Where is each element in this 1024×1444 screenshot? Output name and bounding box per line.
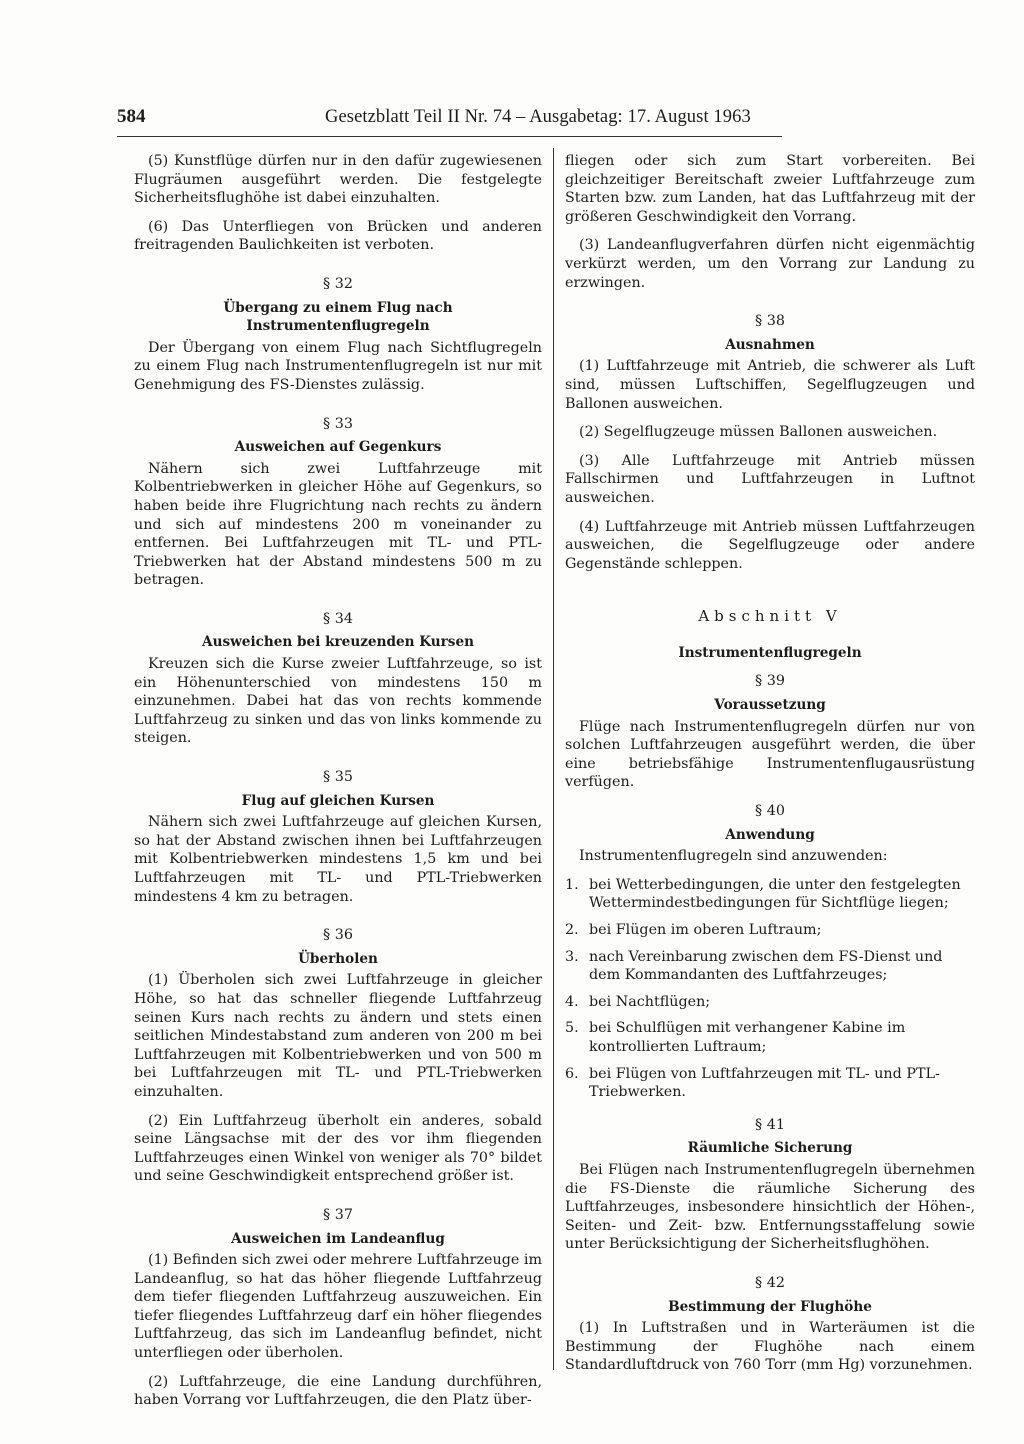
- column-divider: [553, 148, 554, 1370]
- chapter-label: Abschnitt V: [698, 607, 842, 626]
- section-35-title: Flug auf gleichen Kursen: [241, 792, 435, 809]
- section-38-paragraph-1: (1) Luftfahrzeuge mit Antrieb, die schwerer als Luft sind, müssen Luftschiffen, Segelflugzeugen und Ballonen ausweichen.: [565, 358, 975, 412]
- section-33-number: § 33: [323, 415, 353, 432]
- section-38-paragraph-2: (2) Segelflugzeuge müssen Ballonen ausweichen.: [579, 424, 938, 441]
- list-item-text: bei Flügen von Luftfahrzeugen mit TL- und PTL-Triebwerken.: [589, 1065, 940, 1101]
- list-item-number: 6.: [565, 1065, 579, 1082]
- left-column: [134, 152, 542, 1420]
- section-33-text: Nähern sich zwei Luftfahrzeuge mit Kolbentriebwerken in gleicher Höhe auf Gegenkurs, so haben beide ihre Flugrichtung nach rechts zu ändern und sich auf mindestens 200 m voneinander zu entfernen. Bei Luftfahrzeugen mit TL- und PTL-Triebwerken hat der Abstand mindestens 500 m zu betragen.: [134, 460, 542, 589]
- section-34-number: § 34: [323, 610, 353, 627]
- list-item: [565, 921, 975, 940]
- list-item-text: bei Flügen im oberen Luftraum;: [589, 922, 822, 938]
- list-item: [565, 948, 975, 985]
- section-37-paragraph-3: (3) Landeanflugverfahren dürfen nicht eigenmächtig verkürzt werden, um den Vorrang zur Landung zu erzwingen.: [565, 237, 975, 291]
- section-40-list: [565, 876, 975, 1102]
- section-37-title: Ausweichen im Landeanflug: [231, 1230, 445, 1247]
- list-item: [565, 1019, 975, 1056]
- section-32-number: § 32: [323, 275, 353, 292]
- section-38-number: § 38: [755, 313, 785, 330]
- list-item-text: nach Vereinbarung zwischen dem FS-Dienst und dem Kommandanten des Luftfahrzeuges;: [589, 948, 943, 984]
- page-number: 584: [117, 106, 146, 127]
- section-42-title: Bestimmung der Flughöhe: [668, 1298, 872, 1315]
- section-39-number: § 39: [755, 673, 785, 690]
- section-36-paragraph-1: (1) Überholen sich zwei Luftfahrzeuge in gleicher Höhe, so hat das schneller fliegende Luftfahrzeug seinen Kurs nach rechts zu ändern und stets einen seitlichen Mindestabstand zum anderen von 200 m bei Luftfahrzeugen mit Kolbentriebwerken und von 500 m bei Luftfahrzeugen mit TL- und PTL-Triebwerken einzuhalten.: [134, 972, 542, 1100]
- section-38-title: Ausnahmen: [725, 336, 815, 353]
- section-32-title: Übergang zu einem Flug nach Instrumentenflugregeln: [223, 299, 453, 335]
- list-item: [565, 876, 975, 913]
- section-40-intro: Instrumentenflugregeln sind anzuwenden:: [579, 848, 888, 865]
- list-item-number: 3.: [565, 948, 579, 965]
- section-34-text: Kreuzen sich die Kurse zweier Luftfahrzeuge, so ist ein Höhenunterschied von mindestens 150 m einzunehmen. Dabei hat das von rechts kommende Luftfahrzeug zu sinken und das von links kommende zu steigen.: [134, 656, 542, 747]
- chapter-title: Instrumentenflugregeln: [678, 644, 862, 661]
- right-column: [565, 152, 975, 1385]
- list-item-text: bei Nachtflügen;: [589, 993, 711, 1010]
- section-37-paragraph-2-continued: fliegen oder sich zum Start vorbereiten. Bei gleichzeitiger Bereitschaft zweier Luftfahrzeuge zum Starten bzw. zum Landen, hat das Luftfahrzeug mit der größeren Geschwindigkeit den Vorrang.: [565, 153, 975, 225]
- section-40-number: § 40: [755, 803, 785, 820]
- paragraph-31-6: (6) Das Unterfliegen von Brücken und anderen freitragenden Baulichkeiten ist verboten.: [134, 218, 542, 254]
- list-item-text: bei Wetterbedingungen, die unter den festgelegten Wettermindestbedingungen für Sichtflüge liegen;: [589, 876, 961, 912]
- section-39-title: Voraussetzung: [714, 697, 826, 714]
- list-item-text: bei Schulflügen mit verhangener Kabine im kontrollierten Luftraum;: [589, 1020, 906, 1055]
- list-item-number: 5.: [565, 1020, 579, 1037]
- section-37-paragraph-2-start: (2) Luftfahrzeuge, die eine Landung durchführen, haben Vorrang vor Luftfahrzeugen, die den Platz über-: [134, 1373, 542, 1409]
- list-item: [565, 1065, 975, 1102]
- section-36-number: § 36: [323, 927, 353, 944]
- section-32-text: Der Übergang von einem Flug nach Sichtflugregeln zu einem Flug nach Instrumentenflugregeln ist nur mit Genehmigung des FS-Dienstes zulässig.: [134, 339, 542, 393]
- section-35-number: § 35: [323, 769, 353, 786]
- running-head: Gesetzblatt Teil II Nr. 74 – Ausgabetag: 17. August 1963: [325, 107, 751, 127]
- section-38-paragraph-3: (3) Alle Luftfahrzeuge mit Antrieb müssen Fallschirmen und Luftfahrzeugen in Luftnot ausweichen.: [565, 452, 975, 506]
- header-rule: [117, 136, 782, 137]
- section-41-number: § 41: [755, 1116, 785, 1133]
- list-item-number: 4.: [565, 993, 579, 1010]
- section-42-number: § 42: [755, 1274, 785, 1291]
- section-35-text: Nähern sich zwei Luftfahrzeuge auf gleichen Kursen, so hat der Abstand zwischen ihnen bei Luftfahrzeugen mit Kolbentriebwerken mindestens 1,5 km und bei Luftfahrzeugen mit TL- und PTL-Triebwerken mindestens 4 km zu betragen.: [134, 814, 542, 905]
- section-40-title: Anwendung: [725, 826, 815, 843]
- section-33-title: Ausweichen auf Gegenkurs: [234, 439, 442, 456]
- section-34-title: Ausweichen bei kreuzenden Kursen: [202, 634, 474, 651]
- section-41-text: Bei Flügen nach Instrumentenflugregeln übernehmen die FS-Dienste die räumliche Sicherung des Luftfahrzeuges, insbesondere hinsichtlich der Höhen-, Seiten- und Zeit- bzw. Entfernungsstaffelung sowie unter Berücksichtigung der Sicherheitsflughöhen.: [565, 1161, 975, 1253]
- section-36-title: Überholen: [298, 950, 378, 967]
- section-36-paragraph-2: (2) Ein Luftfahrzeug überholt ein anderes, sobald seine Längsachse mit der des vor ihm fliegenden Luftfahrzeuges einen Winkel von weniger als 70° bildet und seine Geschwindigkeit entsprechend größer ist.: [134, 1112, 542, 1185]
- list-item: [565, 993, 975, 1012]
- section-42-paragraph-1: (1) In Luftstraßen und in Warteräumen ist die Bestimmung der Flughöhe nach einem Standardluftdruck von 760 Torr (mm Hg) vorzunehmen.: [565, 1320, 975, 1374]
- section-37-paragraph-1: (1) Befinden sich zwei oder mehrere Luftfahrzeuge im Landeanflug, so hat das höher fliegende Luftfahrzeug dem tiefer fliegenden Luftfahrzeug auszuweichen. Ein tiefer fliegendes Luftfahrzeug darf ein höher fliegendes Luftfahrzeug, das sich im Landeanflug befindet, nicht unterfliegen oder überholen.: [134, 1252, 542, 1362]
- section-37-number: § 37: [323, 1206, 353, 1223]
- paragraph-31-5: (5) Kunstflüge dürfen nur in den dafür zugewiesenen Flugräumen ausgeführt werden. Die festgelegte Sicherheitsflughöhe ist dabei einzuhalten.: [134, 153, 542, 207]
- list-item-number: 1.: [565, 876, 579, 893]
- list-item-number: 2.: [565, 922, 579, 938]
- section-41-title: Räumliche Sicherung: [687, 1140, 853, 1157]
- section-38-paragraph-4: (4) Luftfahrzeuge mit Antrieb müssen Luftfahrzeugen ausweichen, die Segelflugzeuge oder andere Gegenstände schleppen.: [565, 518, 975, 572]
- section-39-text: Flüge nach Instrumentenflugregeln dürfen nur von solchen Luftfahrzeugen ausgeführt werden, die über eine betriebsfähige Instrumentenflugausrüstung verfügen.: [565, 718, 975, 791]
